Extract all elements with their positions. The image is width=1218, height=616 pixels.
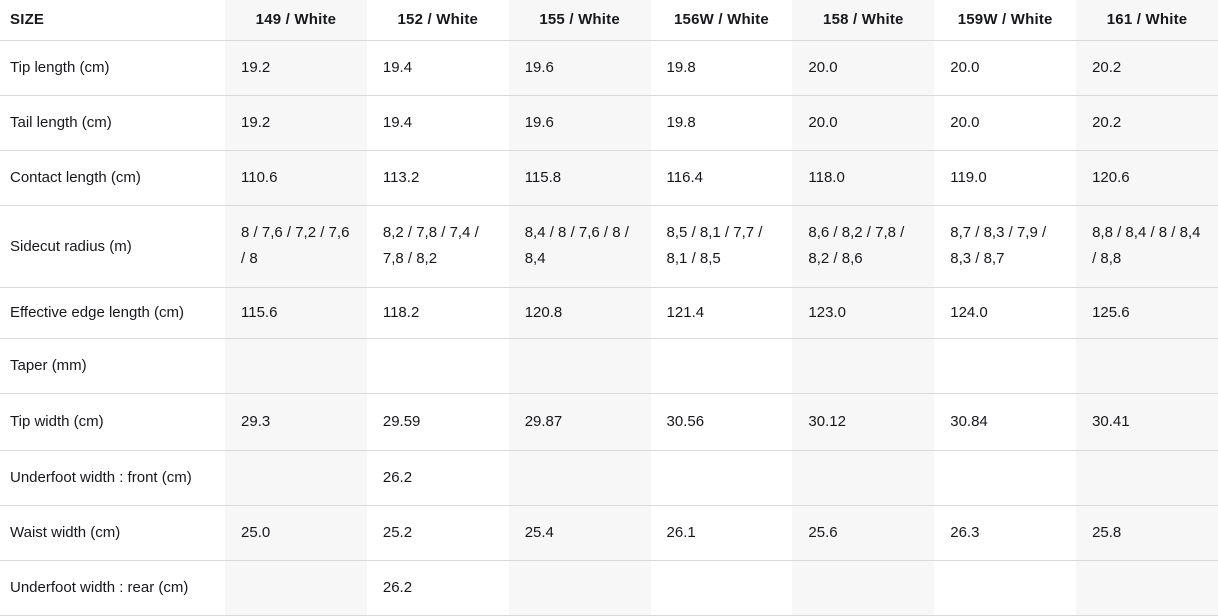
spec-cell: 26.1 [651,505,793,560]
spec-cell [225,338,367,393]
spec-cell: 118.2 [367,287,509,338]
spec-cell: 8,5 / 8,1 / 7,7 / 8,1 / 8,5 [651,205,793,287]
spec-cell [934,338,1076,393]
spec-cell: 113.2 [367,150,509,205]
spec-row [0,393,1218,450]
spec-row-label: Underfoot width : rear (cm) [0,560,225,615]
spec-cell: 29.87 [509,393,651,450]
spec-row-label: Taper (mm) [0,338,225,393]
spec-row-label: Waist width (cm) [0,505,225,560]
spec-cell [792,450,934,505]
spec-cell: 19.6 [509,40,651,95]
spec-row [0,95,1218,150]
spec-cell: 25.0 [225,505,367,560]
spec-row [0,40,1218,95]
spec-cell [1076,338,1218,393]
spec-cell [509,338,651,393]
spec-cell: 29.3 [225,393,367,450]
size-column-header: 149 / White [225,0,367,40]
spec-cell: 8,2 / 7,8 / 7,4 / 7,8 / 8,2 [367,205,509,287]
spec-cell: 116.4 [651,150,793,205]
spec-cell: 8,7 / 8,3 / 7,9 / 8,3 / 8,7 [934,205,1076,287]
spec-cell [651,450,793,505]
spec-cell [367,338,509,393]
spec-row-label: Underfoot width : front (cm) [0,450,225,505]
spec-row-label: Tip width (cm) [0,393,225,450]
spec-row [0,450,1218,505]
size-header-row [0,0,1218,40]
spec-cell: 19.2 [225,95,367,150]
spec-cell: 20.0 [934,95,1076,150]
spec-row [0,505,1218,560]
spec-cell [225,560,367,615]
spec-cell [792,338,934,393]
spec-cell [509,560,651,615]
spec-cell: 20.2 [1076,40,1218,95]
spec-cell [651,338,793,393]
spec-row [0,338,1218,393]
size-column-header: 155 / White [509,0,651,40]
spec-cell: 8 / 7,6 / 7,2 / 7,6 / 8 [225,205,367,287]
spec-cell: 20.0 [792,40,934,95]
spec-cell: 119.0 [934,150,1076,205]
size-column-header: 156W / White [651,0,793,40]
spec-row-label: Tip length (cm) [0,40,225,95]
spec-row [0,150,1218,205]
spec-cell: 8,8 / 8,4 / 8 / 8,4 / 8,8 [1076,205,1218,287]
spec-cell [934,560,1076,615]
spec-row [0,205,1218,287]
spec-cell: 25.2 [367,505,509,560]
size-column-header: 158 / White [792,0,934,40]
spec-cell: 25.8 [1076,505,1218,560]
size-column-header: 152 / White [367,0,509,40]
spec-cell: 118.0 [792,150,934,205]
spec-cell: 26.3 [934,505,1076,560]
spec-cell: 30.41 [1076,393,1218,450]
spec-cell: 19.8 [651,95,793,150]
spec-cell: 26.2 [367,450,509,505]
spec-cell: 123.0 [792,287,934,338]
spec-cell: 124.0 [934,287,1076,338]
spec-cell: 19.2 [225,40,367,95]
spec-cell: 29.59 [367,393,509,450]
spec-row-label: Sidecut radius (m) [0,205,225,287]
spec-cell: 20.0 [934,40,1076,95]
spec-cell: 19.4 [367,95,509,150]
spec-cell [1076,450,1218,505]
spec-row [0,287,1218,338]
spec-cell [934,450,1076,505]
spec-cell [1076,560,1218,615]
spec-cell: 19.6 [509,95,651,150]
spec-cell: 26.2 [367,560,509,615]
spec-cell: 125.6 [1076,287,1218,338]
spec-row-label: Effective edge length (cm) [0,287,225,338]
spec-cell: 30.56 [651,393,793,450]
spec-row-label: Contact length (cm) [0,150,225,205]
spec-cell: 8,6 / 8,2 / 7,8 / 8,2 / 8,6 [792,205,934,287]
spec-row-label: Tail length (cm) [0,95,225,150]
spec-cell: 115.8 [509,150,651,205]
size-header-label: SIZE [0,0,225,40]
spec-cell: 110.6 [225,150,367,205]
spec-cell: 25.4 [509,505,651,560]
spec-cell: 30.84 [934,393,1076,450]
spec-cell: 8,4 / 8 / 7,6 / 8 / 8,4 [509,205,651,287]
spec-cell: 120.8 [509,287,651,338]
spec-row [0,560,1218,615]
spec-cell: 20.2 [1076,95,1218,150]
spec-cell: 121.4 [651,287,793,338]
spec-cell [225,450,367,505]
spec-cell: 19.4 [367,40,509,95]
spec-cell: 115.6 [225,287,367,338]
spec-cell: 19.8 [651,40,793,95]
size-column-header: 161 / White [1076,0,1218,40]
size-column-header: 159W / White [934,0,1076,40]
spec-cell [651,560,793,615]
spec-cell: 120.6 [1076,150,1218,205]
spec-cell: 25.6 [792,505,934,560]
spec-cell: 20.0 [792,95,934,150]
spec-cell [792,560,934,615]
spec-cell: 30.12 [792,393,934,450]
spec-cell [509,450,651,505]
